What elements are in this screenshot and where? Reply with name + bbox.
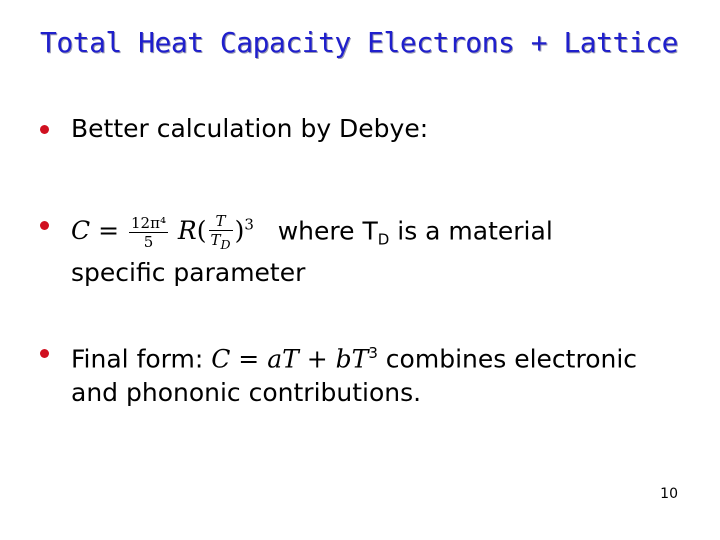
fraction-numerator: 12π⁴	[131, 214, 166, 233]
bullet-dot-icon	[40, 125, 49, 134]
formula-fraction	[129, 214, 168, 251]
formula-symbol: C	[71, 216, 91, 246]
bullet-text-fragment: where T	[277, 216, 378, 246]
fraction-denominator	[209, 231, 233, 254]
bullet-text-fragment: combines electronic	[377, 344, 638, 374]
slide-title: Total Heat Capacity Electrons + Lattice	[40, 26, 678, 59]
formula-symbol: R	[177, 216, 197, 246]
bullet-dot-icon	[40, 349, 49, 358]
bullet-text-continuation: and phononic contributions.	[71, 378, 422, 408]
bullet-dot-icon	[40, 221, 49, 230]
page-number: 10	[660, 486, 678, 502]
bullet-text-fragment: is a material	[389, 216, 553, 246]
fraction-denominator-subscript: D	[220, 236, 231, 252]
formula-paren: (	[196, 216, 207, 246]
fraction-numerator: T	[209, 212, 233, 231]
formula-exponent: 3	[368, 344, 378, 362]
bullet-text-continuation: specific parameter	[71, 258, 306, 288]
formula-paren: )	[234, 216, 245, 246]
bullet-text	[71, 208, 681, 290]
formula-fraction	[209, 212, 233, 254]
formula-operator: =	[98, 216, 120, 246]
fraction-denominator-symbol: T	[210, 230, 221, 249]
fraction-denominator: 5	[143, 233, 154, 252]
formula-exponent: 3	[244, 216, 254, 234]
bullet-text	[71, 336, 681, 410]
bullet-text: Better calculation by Debye:	[71, 114, 429, 143]
subscript: D	[377, 230, 390, 249]
bullet-text-fragment: Final form:	[71, 344, 212, 374]
final-formula: C = aT + bT	[211, 344, 369, 374]
debye-formula	[71, 211, 262, 252]
